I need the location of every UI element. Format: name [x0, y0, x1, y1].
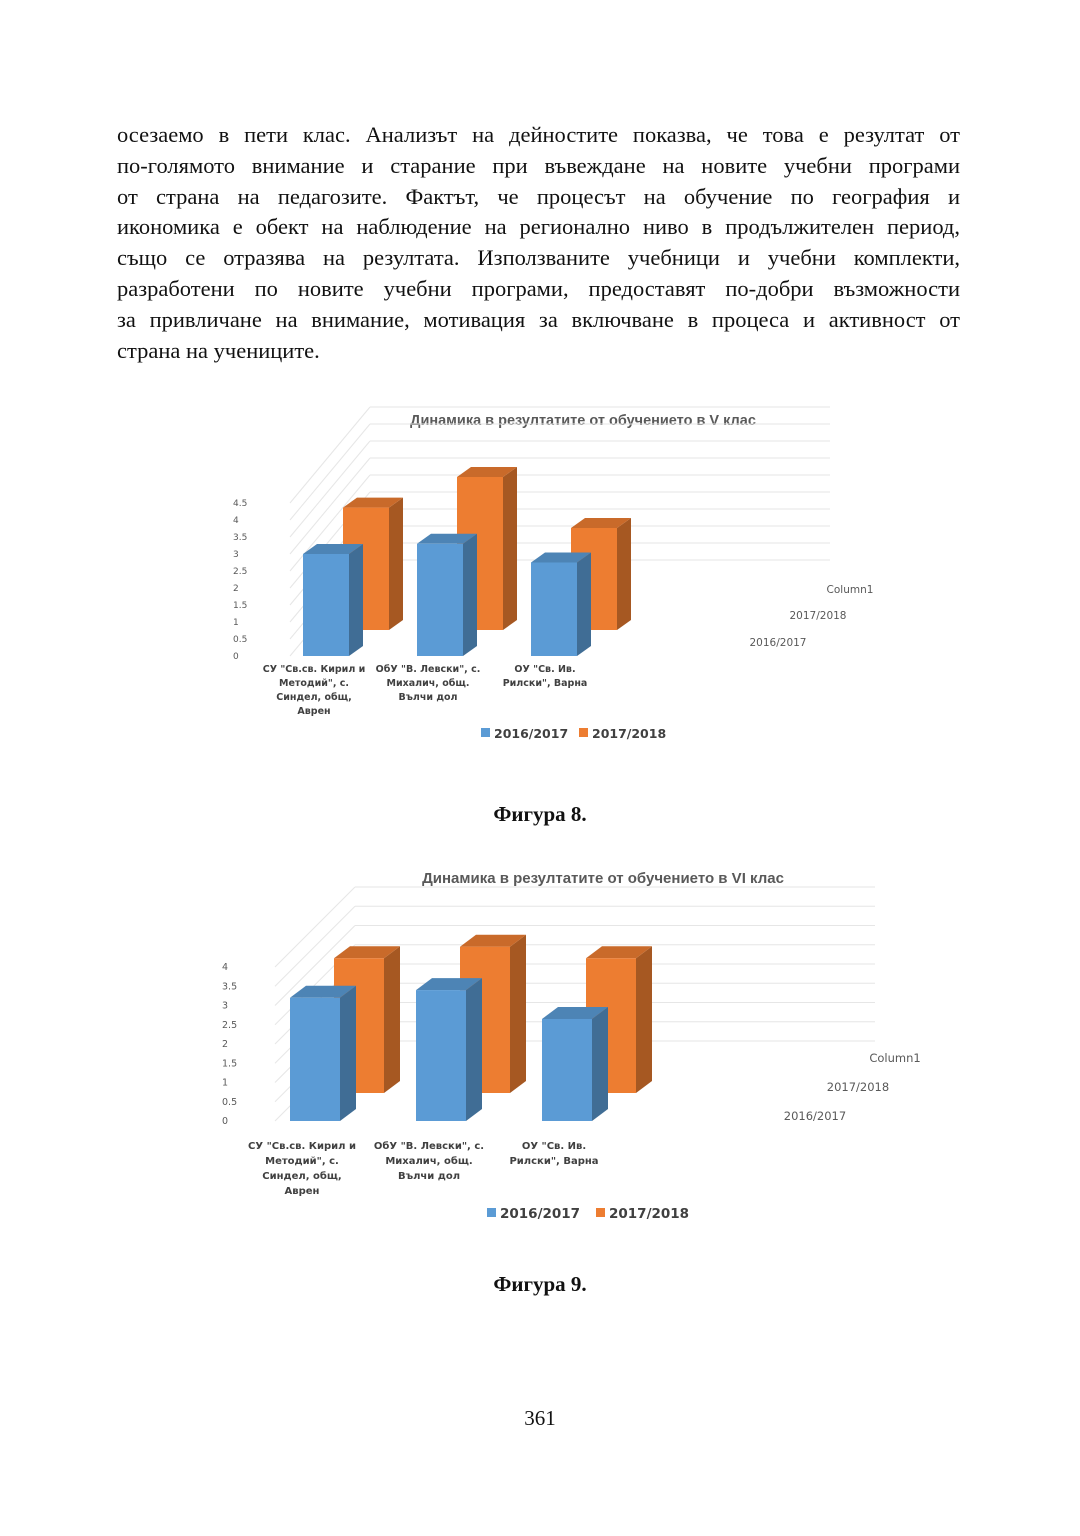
y-tick-label: 4.5	[233, 499, 248, 509]
legend-label: 2017/2018	[592, 726, 667, 741]
legend-swatch-2016/2017	[481, 728, 490, 737]
legend-swatch-2016/2017	[487, 1208, 496, 1217]
bar-2016/2017	[303, 554, 349, 656]
bar-side-2017/2018	[384, 946, 400, 1093]
legend-swatch-2017/2018	[596, 1208, 605, 1217]
depth-axis-label: Column1	[869, 1051, 921, 1065]
category-label: ОбУ "В. Левски", с. Михалич, общ. Вълчи дол	[375, 664, 481, 703]
legend-label: 2016/2017	[500, 1206, 581, 1222]
bar-2016/2017	[542, 1019, 592, 1121]
page-number: 361	[524, 1406, 556, 1430]
bar-2016/2017	[417, 544, 463, 656]
figure-9-caption: Фигура 9.	[493, 1272, 587, 1296]
y-tick-label: 1	[222, 1077, 229, 1089]
chart-title: Динамика в резултатите от обучението в V клас	[410, 413, 756, 429]
y-tick-label: 4	[222, 962, 229, 973]
y-tick-label: 3.5	[233, 533, 248, 543]
depth-axis-label: 2016/2017	[783, 1109, 847, 1123]
y-tick-label: 0	[233, 652, 239, 662]
legend-label: 2016/2017	[494, 726, 569, 741]
paragraph-line: по-голямото внимание и старание при въвеждане на новите учебни програми	[117, 152, 960, 178]
y-tick-label: 3	[222, 1000, 229, 1012]
paragraph-line: страна на учениците.	[117, 337, 320, 363]
y-tick-label: 1.5	[233, 601, 248, 611]
y-tick-label: 2	[233, 584, 239, 594]
legend-swatch-2017/2018	[579, 728, 588, 737]
bar-side-2017/2018	[510, 935, 526, 1093]
y-tick-label: 0.5	[222, 1096, 238, 1108]
depth-axis-label: 2017/2018	[789, 610, 847, 622]
chart-title: Динамика в резултатите от обучението в VI клас	[422, 870, 784, 887]
bar-2016/2017	[416, 990, 466, 1121]
bar-side-2017/2018	[503, 467, 517, 630]
depth-axis-label: 2017/2018	[826, 1080, 890, 1094]
y-tick-label: 0.5	[233, 635, 248, 645]
y-tick-label: 1	[233, 618, 239, 628]
paragraph-line: също се отразява на резултата. Използваните учебници и учебни комплекти,	[117, 245, 960, 271]
bar-2016/2017	[531, 563, 577, 657]
bar-side-2016/2017	[466, 978, 482, 1121]
category-label: СУ "Св.св. Кирил и Методий", с. Синдел, общ, Аврен	[248, 1141, 356, 1197]
paragraph-line: от страна на педагозите. Фактът, че процесът на обучение по география и	[117, 183, 960, 209]
bar-2016/2017	[290, 998, 340, 1121]
legend-label: 2017/2018	[609, 1206, 690, 1222]
y-tick-label: 2.5	[233, 567, 248, 577]
figure-9-chart-svg	[0, 860, 1080, 1230]
bar-side-2016/2017	[577, 553, 591, 657]
body-paragraph	[117, 120, 960, 366]
bar-side-2016/2017	[463, 534, 477, 656]
bar-side-2016/2017	[340, 986, 356, 1121]
depth-axis-label: Column1	[826, 584, 874, 596]
y-tick-label: 0	[222, 1116, 229, 1127]
category-label: ОУ "Св. Ив. Рилски", Варна	[502, 664, 588, 689]
paragraph-line: осезаемо в пети клас. Анализът на дейностите показва, че това е резултат от	[117, 122, 960, 147]
paragraph-line: разработени по новите учебни програми, предоставят по-добри възможности	[117, 275, 960, 301]
figure-9-chart	[0, 860, 1080, 1230]
bar-side-2017/2018	[617, 518, 631, 630]
category-label: ОУ "Св. Ив. Рилски", Варна	[509, 1141, 599, 1167]
bar-side-2017/2018	[389, 498, 403, 630]
depth-axis-label: 2016/2017	[749, 637, 807, 649]
figure-8-chart	[0, 395, 1080, 755]
y-tick-label: 4	[233, 516, 239, 526]
y-tick-label: 2	[222, 1039, 229, 1050]
figure-8-chart-svg	[0, 395, 1080, 755]
bar-side-2016/2017	[592, 1007, 608, 1121]
category-label: СУ "Св.св. Кирил и Методий", с. Синдел, общ, Аврен	[262, 664, 366, 717]
y-tick-label: 3	[233, 550, 239, 560]
paragraph-line: за привличане на внимание, мотивация за включване в процеса и активност от	[117, 306, 960, 332]
y-tick-label: 2.5	[222, 1019, 238, 1031]
y-tick-label: 3.5	[222, 981, 238, 993]
figure-8-caption: Фигура 8.	[493, 802, 587, 826]
y-tick-label: 1.5	[222, 1058, 238, 1070]
bar-side-2016/2017	[349, 544, 363, 656]
bar-side-2017/2018	[636, 946, 652, 1093]
paragraph-line: икономика е обект на наблюдение на регионално ниво в продължителен период,	[117, 214, 960, 240]
category-label: ОбУ "В. Левски", с. Михалич, общ. Вълчи дол	[373, 1141, 485, 1182]
